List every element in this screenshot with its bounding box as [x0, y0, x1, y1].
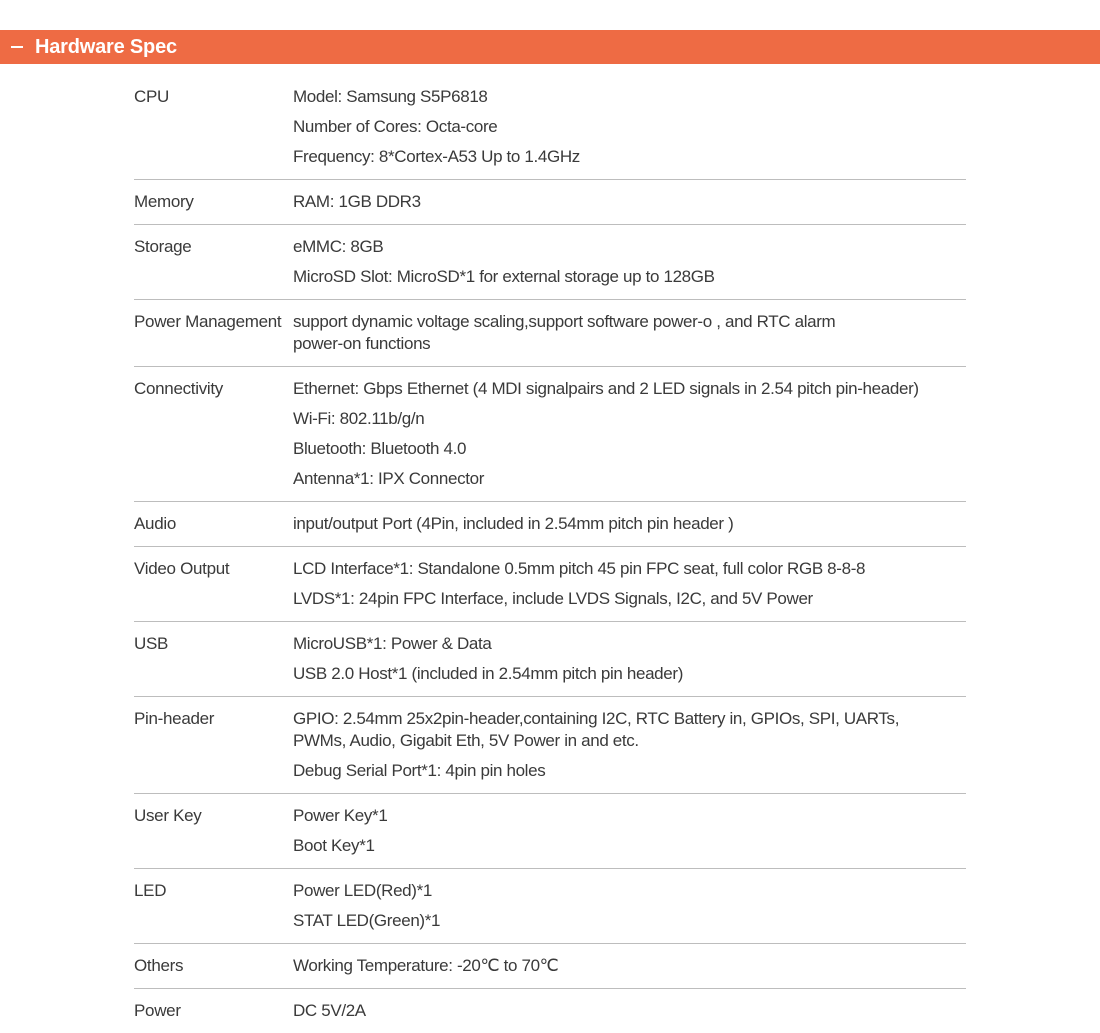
spec-value-line: PWMs, Audio, Gigabit Eth, 5V Power in and etc. — [293, 731, 639, 750]
spec-label: Others — [134, 956, 184, 975]
spec-value — [293, 584, 966, 614]
spec-row — [134, 868, 966, 943]
spec-value-line: Number of Cores: Octa-core — [293, 117, 498, 136]
spec-value-line: Model: Samsung S5P6818 — [293, 87, 488, 106]
spec-row — [134, 546, 966, 621]
spec-value-line: Bluetooth: Bluetooth 4.0 — [293, 439, 467, 458]
spec-values — [293, 374, 966, 494]
spec-row — [134, 696, 966, 793]
spec-values — [293, 951, 966, 981]
spec-values — [293, 801, 966, 861]
spec-label: Connectivity — [134, 379, 223, 398]
spec-value-line: power-on functions — [293, 334, 431, 353]
spec-value-line: RAM: 1GB DDR3 — [293, 192, 421, 211]
spec-value — [293, 82, 966, 112]
spec-values — [293, 876, 966, 936]
spec-value — [293, 509, 966, 539]
minus-icon[interactable] — [11, 46, 23, 49]
spec-row — [134, 299, 966, 366]
spec-row — [134, 621, 966, 696]
spec-row — [134, 366, 966, 501]
spec-value-line: USB 2.0 Host*1 (included in 2.54mm pitch pin header) — [293, 664, 684, 683]
spec-value — [293, 876, 966, 906]
spec-value — [293, 112, 966, 142]
spec-value-line: MicroUSB*1: Power & Data — [293, 634, 492, 653]
spec-values — [293, 704, 966, 786]
spec-value — [293, 629, 966, 659]
spec-values — [293, 82, 966, 172]
spec-value — [293, 704, 966, 756]
spec-values — [293, 629, 966, 689]
spec-value-line: STAT LED(Green)*1 — [293, 911, 441, 930]
spec-values — [293, 554, 966, 614]
spec-values — [293, 509, 966, 539]
spec-value-line: GPIO: 2.54mm 25x2pin-header,containing I2C, RTC Battery in, GPIOs, SPI, UARTs, — [293, 709, 900, 728]
spec-label: Audio — [134, 514, 176, 533]
spec-label: User Key — [134, 806, 202, 825]
spec-label: USB — [134, 634, 169, 653]
spec-value-line: DC 5V/2A — [293, 1001, 366, 1020]
spec-value-line: eMMC: 8GB — [293, 237, 384, 256]
spec-value — [293, 374, 966, 404]
spec-value — [293, 906, 966, 936]
spec-value — [293, 307, 966, 359]
spec-label: Storage — [134, 237, 192, 256]
section-header[interactable] — [0, 30, 1100, 64]
spec-label: Power Management — [134, 312, 282, 331]
spec-row — [134, 179, 966, 224]
spec-value-line: LCD Interface*1: Standalone 0.5mm pitch 45 pin FPC seat, full color RGB 8-8-8 — [293, 559, 866, 578]
spec-value — [293, 187, 966, 217]
spec-value — [293, 434, 966, 464]
spec-value-line: Boot Key*1 — [293, 836, 375, 855]
spec-value-line: Antenna*1: IPX Connector — [293, 469, 485, 488]
spec-row — [134, 82, 966, 179]
spec-label: Video Output — [134, 559, 230, 578]
spec-row — [134, 224, 966, 299]
spec-values — [293, 187, 966, 217]
spec-label: Power — [134, 1001, 181, 1020]
spec-label: LED — [134, 881, 167, 900]
spec-value-line: Frequency: 8*Cortex-A53 Up to 1.4GHz — [293, 147, 580, 166]
spec-values — [293, 232, 966, 292]
spec-value-line: MicroSD Slot: MicroSD*1 for external storage up to 128GB — [293, 267, 715, 286]
spec-value — [293, 831, 966, 861]
spec-label: Pin-header — [134, 709, 215, 728]
section-title: Hardware Spec — [35, 35, 177, 58]
spec-value — [293, 659, 966, 689]
spec-value — [293, 801, 966, 831]
spec-row — [134, 501, 966, 546]
spec-value-line: Power LED(Red)*1 — [293, 881, 432, 900]
spec-value-line: Working Temperature: -20℃ to 70℃ — [293, 956, 559, 975]
spec-value-line: Wi-Fi: 802.11b/g/n — [293, 409, 425, 428]
spec-row — [134, 943, 966, 988]
spec-value-line: input/output Port (4Pin, included in 2.54mm pitch pin header ) — [293, 514, 734, 533]
spec-label: CPU — [134, 87, 169, 106]
spec-value-line: support dynamic voltage scaling,support software power-o , and RTC alarm — [293, 312, 836, 331]
spec-value — [293, 996, 966, 1026]
spec-value — [293, 232, 966, 262]
spec-value — [293, 404, 966, 434]
spec-value — [293, 951, 966, 981]
spec-value-line: Ethernet: Gbps Ethernet (4 MDI signalpairs and 2 LED signals in 2.54 pitch pin-header) — [293, 379, 919, 398]
spec-value-line: Debug Serial Port*1: 4pin pin holes — [293, 761, 546, 780]
spec-table — [134, 82, 966, 1033]
spec-value — [293, 554, 966, 584]
spec-label: Memory — [134, 192, 194, 211]
spec-values — [293, 996, 966, 1026]
spec-value — [293, 142, 966, 172]
spec-row — [134, 793, 966, 868]
spec-values — [293, 307, 966, 359]
spec-value-line: Power Key*1 — [293, 806, 388, 825]
spec-value-line: LVDS*1: 24pin FPC Interface, include LVDS Signals, I2C, and 5V Power — [293, 589, 813, 608]
spec-value — [293, 756, 966, 786]
spec-value — [293, 464, 966, 494]
spec-value — [293, 262, 966, 292]
